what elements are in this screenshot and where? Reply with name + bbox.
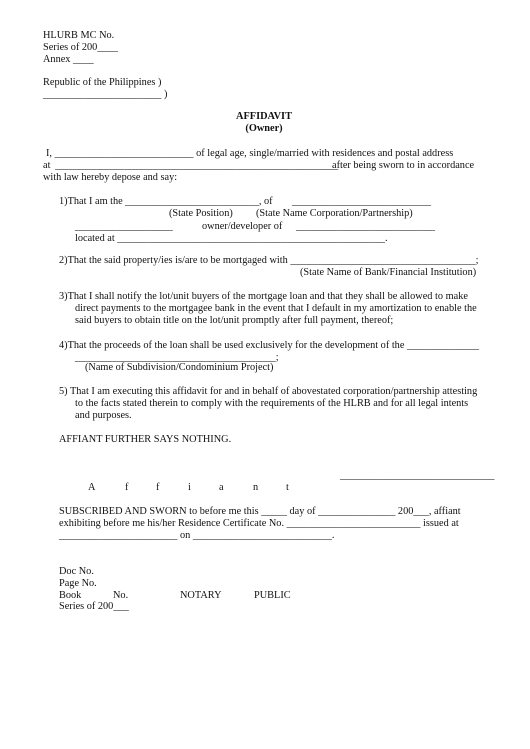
- intro-line-2-tail: after being sworn to in accordance: [332, 160, 475, 171]
- affiant-letter: n: [253, 482, 259, 493]
- jurat-line-3: _______________________ on ___________________________.: [59, 530, 335, 541]
- closing-statement: AFFIANT FURTHER SAYS NOTHING.: [59, 434, 232, 445]
- venue-blank: _______________________ ): [43, 89, 168, 100]
- doc-no: Doc No.: [59, 566, 94, 577]
- affiant-letter: t: [286, 482, 289, 493]
- item3-line-1: 3)That I shall notify the lot/unit buyers of the mortgage loan and that they shall be allowed to make: [59, 291, 468, 302]
- caption-subdivision: (Name of Subdivision/Condominium Project): [85, 362, 274, 373]
- item1-project-blank: ___________________________: [296, 221, 436, 232]
- caption-state-position: (State Position): [169, 208, 233, 219]
- intro-line-3: with law hereby depose and say:: [43, 172, 178, 183]
- item5-line-2: to the facts stated therein to comply with the requirements of the HLRB and for all legal intents: [75, 398, 469, 409]
- caption-bank: (State Name of Bank/Financial Institution): [300, 267, 477, 278]
- item5-line-3: and purposes.: [75, 410, 132, 421]
- jurat-line-1: SUBSCRIBED AND SWORN to before me this _____ day of _______________ 200___, affiant: [59, 506, 461, 517]
- item1-label: 1)That I am the: [59, 196, 123, 207]
- affiant-letter: A: [88, 482, 96, 493]
- item1-corporation-blank: ___________________________: [292, 196, 432, 207]
- notary-label: NOTARY: [180, 590, 222, 601]
- book-no-label: No.: [113, 590, 129, 601]
- document-title: AFFIDAVIT: [236, 111, 292, 122]
- notary-series: Series of 200___: [59, 601, 129, 612]
- item4-line-2: _______________________________________;: [75, 352, 279, 363]
- affiant-letter: a: [219, 482, 224, 493]
- item2-line-1: 2)That the said property/ies is/are to be mortgaged with ____________________________________;: [59, 255, 479, 266]
- document-subtitle: (Owner): [245, 123, 283, 134]
- item1-owner-blank: ___________________: [75, 221, 173, 232]
- affiant-letter: f: [125, 482, 129, 493]
- caption-state-corporation: (State Name Corporation/Partnership): [256, 208, 413, 219]
- affiant-letter: f: [156, 482, 160, 493]
- series-line: Series of 200____: [43, 42, 118, 53]
- item3-line-2: direct payments to the mortgagee bank in the event that I default in my amortization to enable the: [75, 303, 477, 314]
- book-label: Book: [59, 590, 82, 601]
- venue-republic: Republic of the Philippines ): [43, 77, 162, 88]
- item5-line-1: 5) That I am executing this affidavit for and in behalf of abovestated corporation/partnership attesting: [59, 386, 478, 397]
- item1-owner-developer: owner/developer of: [202, 221, 283, 232]
- intro-line-1: I, ___________________________ of legal age, single/married with residences and postal address: [46, 148, 454, 159]
- intro-at: at: [43, 160, 51, 171]
- item4-line-1: 4)That the proceeds of the loan shall be used exclusively for the development of the ______________: [59, 340, 480, 351]
- mc-number: HLURB MC No.: [43, 30, 115, 41]
- intro-address-blank: _______________________________________________________: [55, 160, 339, 171]
- jurat-line-2: exhibiting before me his/her Residence Certificate No. __________________________ issued at: [59, 518, 459, 529]
- public-label: PUBLIC: [254, 590, 291, 601]
- item3-line-3: said buyers to obtain title on the lot/unit promptly after full payment, thereof;: [75, 315, 394, 326]
- affiant-letter: i: [188, 482, 191, 493]
- item1-position-blank: __________________________, of: [125, 196, 273, 207]
- annex-line: Annex ____: [43, 54, 94, 65]
- page-no: Page No.: [59, 578, 97, 589]
- item1-located-at: located at ____________________________________________________.: [75, 233, 388, 244]
- signature-line: ______________________________: [340, 470, 495, 481]
